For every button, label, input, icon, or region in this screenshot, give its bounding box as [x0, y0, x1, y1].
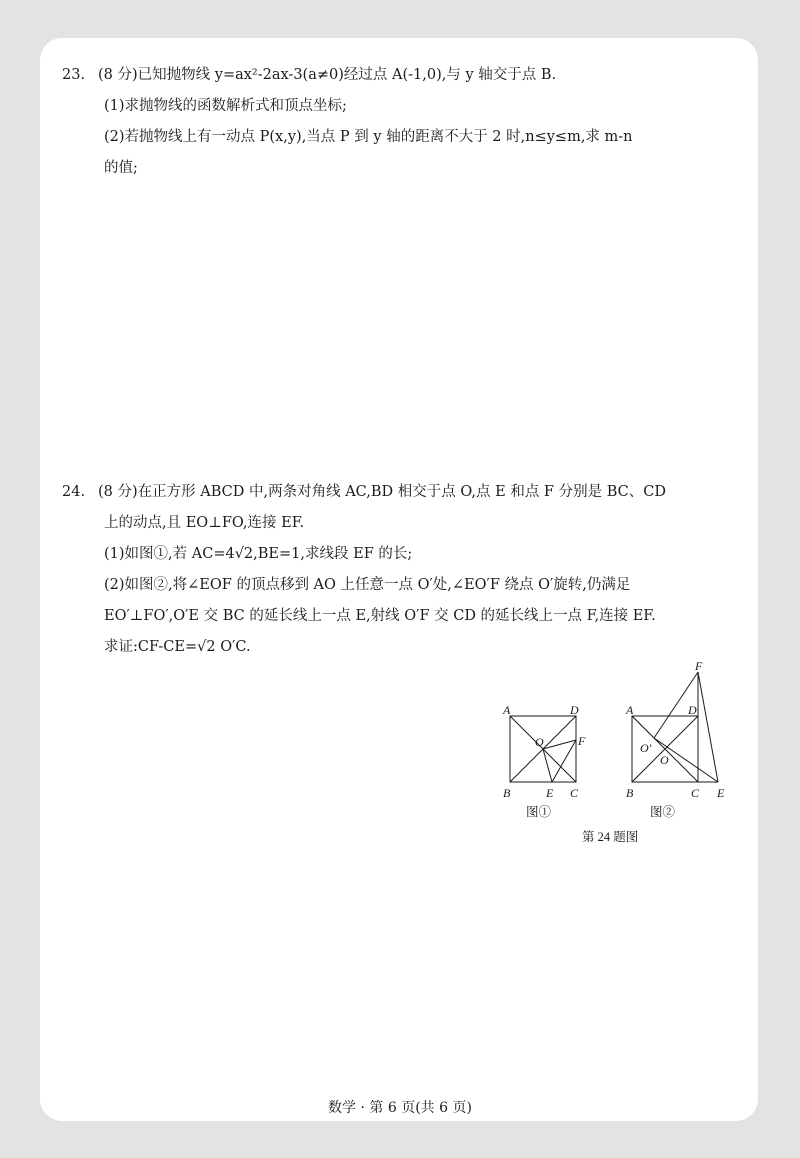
q23-part1: (1)求抛物线的函数解析式和顶点坐标;: [104, 98, 347, 114]
fig2-label-a: A: [626, 703, 634, 717]
fig2-label-b: B: [626, 786, 634, 800]
fig2-label-f: F: [695, 659, 703, 673]
fig1-caption: 图①: [526, 805, 552, 819]
fig2-label-e: E: [717, 786, 725, 800]
q24-score: (8 分): [98, 484, 138, 500]
question-24: [62, 477, 728, 663]
q24-figure: [498, 658, 738, 848]
page-footer: 数学 · 第 6 页(共 6 页): [328, 1100, 472, 1116]
question-23: [62, 60, 728, 184]
fig1-label-b: B: [503, 786, 511, 800]
fig1-label-e: E: [546, 786, 554, 800]
q24-part1: (1)如图①,若 AC=4√2,BE=1,求线段 EF 的长;: [104, 546, 413, 562]
fig1-label-o: O: [535, 735, 544, 749]
fig1-label-a: A: [503, 703, 511, 717]
fig2-caption: 图②: [650, 805, 676, 819]
q23-score: (8 分): [98, 67, 138, 83]
fig2-segment-ef: [698, 672, 718, 782]
fig1-label-d: D: [570, 703, 579, 717]
figure-title: 第 24 题图: [582, 830, 639, 844]
fig2-label-d: D: [688, 703, 697, 717]
q23-stem: [62, 60, 728, 91]
q24-stem-text: 在正方形 ABCD 中,两条对角线 AC,BD 相交于点 O,点 E 和点 F 分别是 BC、CD: [137, 484, 666, 500]
q24-part2-line2: EO′⊥FO′,O′E 交 BC 的延长线上一点 E,射线 O′F 交 CD 的延长线上一点 F,连接 EF.: [104, 608, 656, 624]
q23-number: 23.: [62, 67, 86, 83]
q24-stem-line1: [62, 477, 728, 508]
q23-part2-line1: (2)若抛物线上有一动点 P(x,y),当点 P 到 y 轴的距离不大于 2 时,n≤y≤m,求 m-n: [104, 129, 633, 145]
fig1-label-c: C: [570, 786, 579, 800]
fig1-label-f: F: [578, 734, 586, 748]
fig2-label-o: O: [660, 753, 669, 767]
q23-part2-line2: 的值;: [104, 160, 138, 176]
q23-stem-text: 已知抛物线 y=ax²-2ax-3(a≠0)经过点 A(-1,0),与 y 轴交于点 B.: [137, 67, 557, 83]
fig2-label-o-prime: O′: [640, 741, 652, 755]
q24-part2-line1: (2)如图②,将∠EOF 的顶点移到 AO 上任意一点 O′处,∠EO′F 绕点 O′旋转,仍满足: [104, 577, 631, 593]
q24-number: 24.: [62, 484, 86, 500]
q24-prove: 求证:CF-CE=√2 O′C.: [104, 639, 251, 655]
fig2-label-c: C: [691, 786, 700, 800]
q24-stem-line2: 上的动点,且 EO⊥FO,连接 EF.: [104, 515, 305, 531]
